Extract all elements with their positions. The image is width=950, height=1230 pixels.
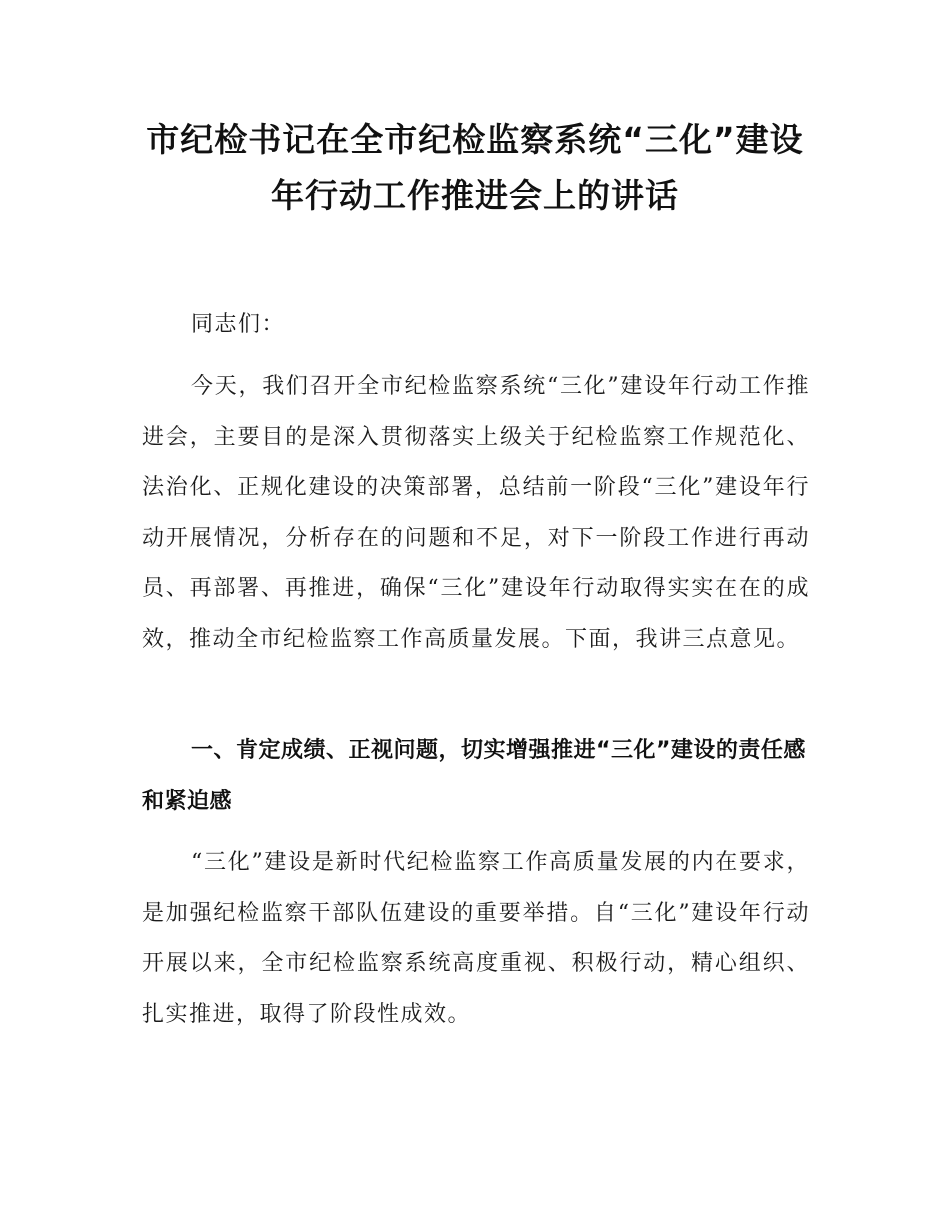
document-title: 市纪检书记在全市纪检监察系统“三化”建设年行动工作推进会上的讲话 [146, 120, 804, 215]
paragraph-section-1: “三化”建设是新时代纪检监察工作高质量发展的内在要求，是加强纪检监察干部队伍建设的重要举措。自“三化”建设年行动开展以来，全市纪检监察系统高度重视、积极行动，精心组织、扎实推进，取得了阶段性成效。 [142, 850, 810, 1027]
paragraph-opening: 今天，我们召开全市纪检监察系统“三化”建设年行动工作推进会，主要目的是深入贯彻落实上级关于纪检监察工作规范化、法治化、正规化建设的决策部署，总结前一阶段“三化”建设年行动开展情况，分析存在的问题和不足，对下一阶段工作进行再动员、再部署、再推进，确保“三化”建设年行动取得实实在在的成效，推动全市纪检监察工作高质量发展。下面，我讲三点意见。 [142, 374, 810, 652]
salutation: 同志们： [191, 312, 286, 337]
section-heading-1: 一、肯定成绩、正视问题，切实增强推进“三化”建设的责任感和紧迫感 [142, 738, 806, 814]
